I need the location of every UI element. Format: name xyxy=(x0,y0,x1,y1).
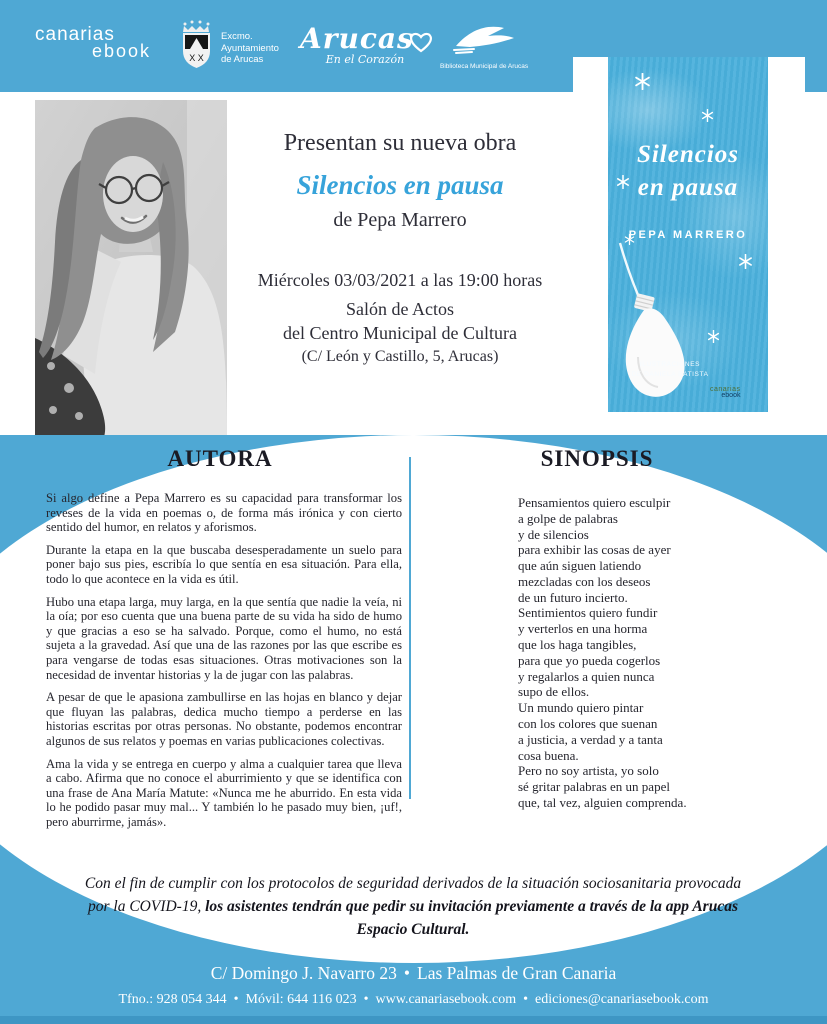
ayuntamiento-line1: Excmo. xyxy=(221,30,253,42)
sinopsis-heading: SINOPSIS xyxy=(540,446,654,471)
cover-credits xyxy=(620,360,720,381)
ayuntamiento-line2: Ayuntamiento xyxy=(221,42,279,54)
footer-address-line xyxy=(0,963,827,984)
poem-line: que, tal vez, alguien comprenda. xyxy=(518,794,687,810)
cover-credit-line1: ILUSTRACIONES xyxy=(639,361,701,368)
ayuntamiento-logo-text xyxy=(221,31,279,67)
column-divider xyxy=(409,457,411,799)
poem-line: y regalarlos a quien nunca xyxy=(518,668,655,684)
cover-publisher-line1: canarias xyxy=(710,386,741,393)
poem-line: Pensamientos quiero esculpir xyxy=(518,495,671,510)
canariasebook-logo xyxy=(35,24,155,62)
biblioteca-logo-label: Biblioteca Municipal de Arucas xyxy=(440,63,529,70)
footer-separator: • xyxy=(233,992,239,1007)
autora-paragraph: Hubo una etapa larga, muy larga, en la que sentía que nadie la veía, ni la oía; por eso cuenta que una buena parte de su vida ha sido de humo y que gracias a eso se ha salvado. Porque, como el humo, no está sujeta a la gravedad. Así que una de las razones por las que escribe es para vengarse de todas esas situaciones. Otras motivaciones son la necesidad de inventar historias y la de jugar con las palabras. xyxy=(46,594,402,682)
poem-line: sé gritar palabras en un papel xyxy=(518,779,670,795)
poem-line: con los colores que suenan xyxy=(518,715,658,731)
poem-line: Sentimientos quiero fundir xyxy=(518,605,658,621)
covid-notice xyxy=(83,873,743,942)
coat-of-arms-icon xyxy=(180,20,214,77)
arucas-logo xyxy=(300,22,430,66)
footer-separator: • xyxy=(363,992,369,1007)
poem-line: cosa buena. xyxy=(518,747,579,763)
cover-title-line1: Silencios xyxy=(636,141,740,168)
autora-heading: AUTORA xyxy=(167,446,273,471)
poem-line: Un mundo quiero pintar xyxy=(518,700,644,716)
poem-line: a justicia, a verdad y a tanta xyxy=(518,731,663,747)
poem-line: que los haga tangibles, xyxy=(518,637,637,653)
footer-phone: Tfno.: 928 054 344 xyxy=(118,992,227,1007)
cover-publisher-logo xyxy=(710,386,740,399)
poem-line: y verterlos en una horma xyxy=(518,621,648,637)
footer-separator: • xyxy=(523,992,529,1007)
event-announcement xyxy=(240,130,560,366)
canariasebook-logo-line1: canarias xyxy=(35,24,115,45)
announcement-intro: Presentan su nueva obra xyxy=(283,130,517,156)
info-section xyxy=(0,435,827,1024)
arucas-logo-subtitle: En el Corazón xyxy=(325,53,405,66)
event-datetime: Miércoles 03/03/2021 a las 19:00 horas xyxy=(257,270,543,290)
poem-line: de un futuro incierto. xyxy=(518,589,628,605)
lightbulb-illustration xyxy=(608,57,768,412)
book-title: Silencios en pausa xyxy=(296,170,504,200)
poem-line: y de silencios xyxy=(518,526,589,542)
poem-line: que aún siguen latiendo xyxy=(518,558,642,574)
footer-web-link[interactable]: www.canariasebook.com xyxy=(375,992,517,1007)
autora-paragraph: Ama la vida y se entrega en cuerpo y alma a cualquier tarea que lleva a cabo. Afirma que no conoce el aburrimiento y que se identifica con una frase de Ana María Matute: «Nunca me he aburrido. En esta vida lo he podido pasar muy mal... Y también lo he pasado muy bien, ¡uf!, pero aburrirme, jamás». xyxy=(46,756,402,829)
library-bird-icon xyxy=(448,43,518,60)
book-cover xyxy=(608,57,768,412)
poem-line: para exhibir las cosas de ayer xyxy=(518,542,671,558)
poem-line: a golpe de palabras xyxy=(518,510,618,526)
event-venue-building: del Centro Municipal de Cultura xyxy=(283,323,517,343)
autora-paragraph: A pesar de que le apasiona zambullirse en las hojas en blanco y dejar que fluyan las palabras, dedica mucho tiempo a perderse en las historias escritas por otras personas. No obstante, podemos encontrar algunos de sus relatos y poemas en varias publicaciones colectivas. xyxy=(46,690,402,748)
footer-contact-line xyxy=(0,992,827,1008)
poem-line: para que yo pueda cogerlos xyxy=(518,652,661,668)
autora-paragraphs xyxy=(46,491,402,837)
ayuntamiento-line3: de Arucas xyxy=(221,54,264,66)
canariasebook-logo-line2: ebook xyxy=(91,41,151,61)
autora-paragraph: Durante la etapa en la que buscaba desesperadamente un suelo para poner bajo sus pies, escribía lo que sentía en esa situación. Para ella, todo lo que acontece en la vida es útil. xyxy=(46,542,402,586)
cover-publisher-line2: ebook xyxy=(721,392,741,399)
autora-paragraph: Si algo define a Pepa Marrero es su capacidad para transformar los reveses de la vida en poemas o, de forma más irónica y con cierto sentido del humor, en relatos y aforismos. xyxy=(46,491,402,535)
footer-address: C/ Domingo J. Navarro 23 xyxy=(210,963,397,983)
biblioteca-logo xyxy=(440,22,529,70)
poem-line: mezcladas con los deseos xyxy=(518,573,651,589)
footer-city: Las Palmas de Gran Canaria xyxy=(417,963,617,983)
ayuntamiento-logo xyxy=(180,20,279,77)
sinopsis-poem xyxy=(518,495,758,811)
svg-text:X X: X X xyxy=(189,53,204,63)
event-venue-address: (C/ León y Castillo, 5, Arucas) xyxy=(301,348,499,365)
cover-credit-line2: DE DANIELA BATISTA xyxy=(631,371,709,379)
event-venue-room: Salón de Actos xyxy=(346,299,454,319)
cover-author: PEPA MARRERO xyxy=(628,229,748,241)
author-photo xyxy=(35,100,227,437)
poem-line: Pero no soy artista, yo solo xyxy=(518,763,659,779)
covid-notice-regular: Con el fin de cumplir con los protocolos de seguridad derivados de la situación sociosanitaria provocada por la COVID-19, xyxy=(84,875,742,915)
footer-email-link[interactable]: ediciones@canariasebook.com xyxy=(535,992,709,1007)
book-author: de Pepa Marrero xyxy=(333,209,467,231)
footer-separator: • xyxy=(403,963,411,983)
covid-notice-bold: los asistentes tendrán que pedir su invitación previamente a través de la app Arucas Espacio Cultural. xyxy=(205,897,738,938)
arucas-logo-title: Arucas xyxy=(300,22,430,55)
poem-line: supo de ellos. xyxy=(518,684,590,700)
bottom-accent-bar xyxy=(0,1016,827,1024)
cover-title-line2: en pausa xyxy=(637,174,739,201)
footer-mobile: Móvil: 644 116 023 xyxy=(245,992,357,1007)
